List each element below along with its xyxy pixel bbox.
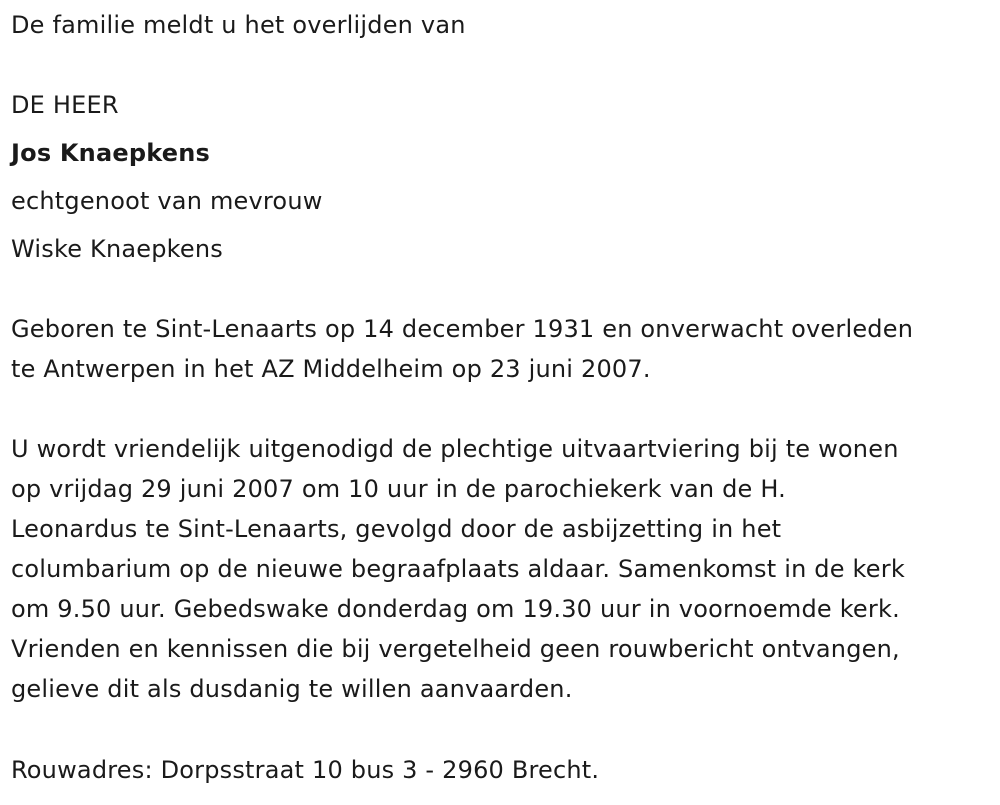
paragraph-line: op vrijdag 29 juni 2007 om 10 uur in de parochiekerk van de H. [11, 475, 786, 503]
paragraph-line: te Antwerpen in het AZ Middelheim op 23 juni 2007. [11, 355, 651, 383]
funeral-invitation-paragraph [11, 429, 996, 709]
relation-text: echtgenoot van mevrouw [11, 187, 323, 215]
paragraph-line: gelieve dit als dusdanig te willen aanvaarden. [11, 675, 573, 703]
paragraph-line: Vrienden en kennissen die bij vergetelheid geen rouwbericht ontvangen, [11, 635, 900, 663]
paragraph-line: U wordt vriendelijk uitgenodigd de plechtige uitvaartviering bij te wonen [11, 435, 899, 463]
deceased-name: Jos Knaepkens [11, 139, 210, 167]
honorific-title: DE HEER [11, 91, 119, 119]
paragraph-line: columbarium op de nieuwe begraafplaats aldaar. Samenkomst in de kerk [11, 555, 905, 583]
mourning-address: Rouwadres: Dorpsstraat 10 bus 3 - 2960 Brecht. [11, 756, 600, 784]
paragraph-line: Geboren te Sint-Lenaarts op 14 december 1931 en onverwacht overleden [11, 315, 914, 343]
spouse-name: Wiske Knaepkens [11, 235, 223, 263]
paragraph-line: om 9.50 uur. Gebedswake donderdag om 19.30 uur in voornoemde kerk. [11, 595, 900, 623]
paragraph-line: Leonardus te Sint-Lenaarts, gevolgd door de asbijzetting in het [11, 515, 782, 543]
intro-text: De familie meldt u het overlijden van [11, 11, 466, 39]
birth-death-paragraph [11, 309, 996, 389]
